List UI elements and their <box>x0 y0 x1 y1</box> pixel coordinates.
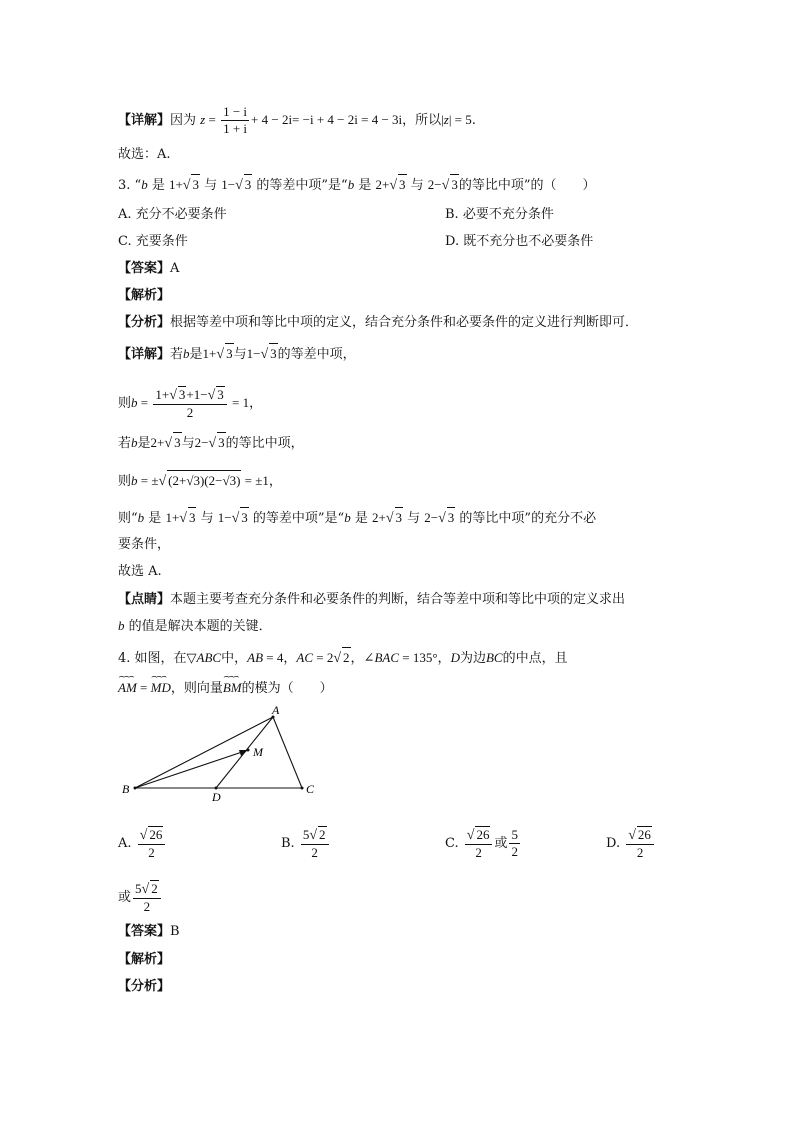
q4-choice-b[interactable]: B. $\frac{5√ 2}{2}$ <box>281 826 331 861</box>
q3-dianjing: 【点睛】本题主要考查充分条件和必要条件的判断，结合等差中项和等比中项的定义求出 <box>118 592 626 607</box>
q3-choice-d[interactable]: D. 既不充分也不必要条件 <box>445 234 594 249</box>
q3-dianjing-2: b 的值是解决本题的关键． <box>118 618 272 634</box>
q3-detail-3: 若b是2+√ 3与2−√ 3的等比中项， <box>118 432 304 454</box>
conclusion-1: 故选：A. <box>118 147 171 162</box>
q3-detail-1: 【详解】若b是1+√ 3与1−√ 3的等差中项， <box>118 343 356 365</box>
q4-choice-d[interactable]: D. $\frac{√ 26}{2}$ <box>606 826 656 861</box>
q3-detail-5: 则“b 是 1+√ 3 与 1−√ 3 的等差中项”是“b 是 2+√ 3 与 2−√ 3 的等比中项”的充分不必 <box>118 507 596 529</box>
q4-answer: 【答案】B <box>118 924 180 939</box>
q3-detail-4: 则b = ±√ (2+√3)(2−√3) = ±1， <box>118 470 282 492</box>
label-b: B <box>122 782 130 796</box>
q3-detail-6: 要条件， <box>118 537 171 552</box>
label-m: M <box>253 745 263 759</box>
q4-choice-d-cont: 或 $\frac{5√ 2}{2}$ <box>118 880 163 915</box>
detail-intro: 因为 <box>170 113 197 128</box>
detail-line: 【详解】因为 z = $\frac{1 - i}{1 + i}$ + 4 − 2i= −i + 4 − 2i = 4 − 3i，所以|z| = 5. <box>118 104 476 136</box>
q3-answer: 【答案】A <box>118 261 180 276</box>
q4-analysis-tag: 【解析】 <box>118 952 171 967</box>
q4-fenxi-tag: 【分析】 <box>118 979 171 994</box>
q4-choice-c[interactable]: C. $\frac{√ 26}{2}$ 或 $\frac{5}{2}$ <box>445 827 518 860</box>
q4-stem-2: ⌢⌢⌢ AM = ⌢⌢⌢ MD，则向量 ⌢⌢⌢ BM的模为（ ） <box>118 671 333 696</box>
detail-tag: 【详解】 <box>118 113 171 128</box>
fraction: $\frac{1 - i}{1 + i}$ <box>223 104 248 136</box>
q4-stem-1: 4. 如图，在▽ABC中，AB = 4，AC = 2√ 2，∠BAC = 135°，D为边BC的中点，且 <box>118 647 568 669</box>
q3-detail-2: 则b = $\frac{1+√ 3+1-√ 3}{2}$ = 1， <box>118 387 263 420</box>
label-c: C <box>306 782 315 796</box>
q3-fenxi: 【分析】根据等差中项和等比中项的定义，结合充分条件和必要条件的定义进行判断即可． <box>118 315 639 330</box>
q3-stem: 3. “b 是 1+√ 3 与 1−√ 3 的等差中项”是“b 是 2+√ 3 与 2−√ 3的等比中项”的（ ） <box>118 174 595 196</box>
label-d: D <box>212 790 221 804</box>
q4-choice-a[interactable]: A. $\frac{√ 26}{2}$ <box>118 826 167 861</box>
q3-choice-b[interactable]: B. 必要不充分条件 <box>445 207 554 222</box>
q3-analysis-tag: 【解析】 <box>118 288 171 303</box>
q3-choice-c[interactable]: C. 充要条件 <box>118 234 188 249</box>
q3-choice-a[interactable]: A. 充分不必要条件 <box>118 207 227 222</box>
q3-conclusion: 故选 A. <box>118 564 162 579</box>
label-a: A <box>272 705 280 717</box>
triangle-figure <box>115 705 325 805</box>
